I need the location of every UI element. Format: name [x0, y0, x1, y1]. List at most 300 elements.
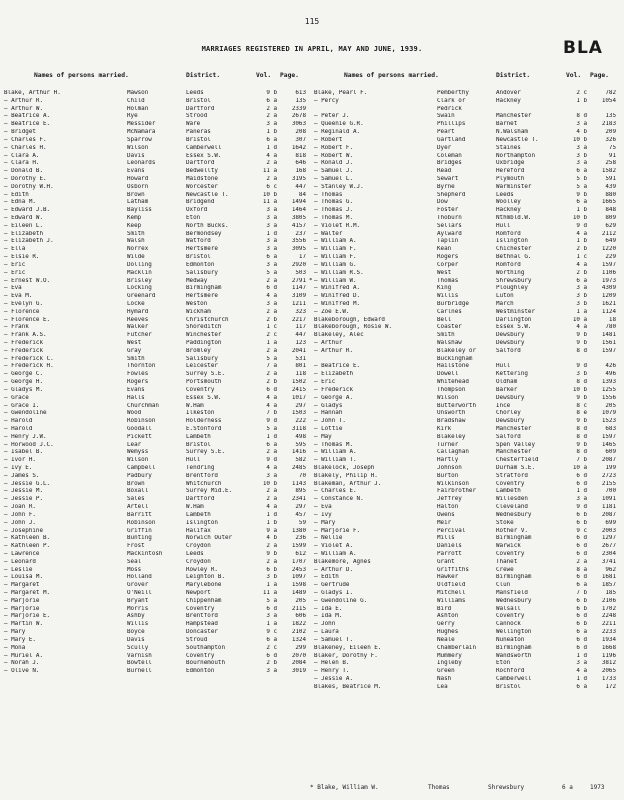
entry-district: Stoke — [496, 519, 514, 526]
entry-spouse: Lear — [127, 441, 142, 448]
entry-district: Bristol — [186, 441, 211, 448]
entry-spouse: Ashton — [437, 613, 459, 620]
entry-district: Barker — [496, 386, 518, 393]
entry-page: 236 — [295, 535, 306, 542]
entry-volume: 6 d — [576, 472, 587, 479]
entry-name: — Clara A. — [4, 152, 40, 159]
entry-name: — Stanley W.J. — [314, 183, 364, 190]
entry-page: 2106 — [601, 597, 616, 604]
entry-district: Dewsbury — [496, 340, 525, 346]
register-entry — [4, 613, 304, 621]
entry-name: — William A. — [314, 449, 357, 456]
entry-page: 1143 — [291, 480, 306, 487]
register-entry — [4, 246, 304, 254]
entry-spouse: Parrott — [437, 550, 462, 557]
entry-volume: 6 a — [576, 582, 587, 589]
register-entry — [4, 590, 304, 598]
entry-page: 2791 — [291, 277, 306, 284]
register-entry — [314, 395, 614, 403]
entry-name: — William G. — [314, 261, 357, 268]
entry-district: Manchester — [496, 449, 532, 456]
entry-spouse: Fairbrother — [437, 488, 477, 495]
register-entry — [314, 356, 614, 364]
register-entry — [4, 418, 304, 426]
entry-page: 1464 — [291, 207, 306, 214]
entry-spouse: Percival — [437, 527, 466, 534]
entry-spouse: Thoburn — [437, 215, 462, 221]
entry-page: 1393 — [601, 379, 616, 386]
entry-page: 3095 — [291, 246, 306, 253]
register-entry — [314, 637, 614, 645]
entry-spouse: Scully — [127, 644, 149, 651]
entry-name: — Marjorie — [4, 605, 40, 612]
register-entry — [4, 262, 304, 270]
left-entries — [4, 90, 304, 676]
entry-page: 1465 — [601, 441, 616, 448]
register-entry — [4, 293, 304, 301]
entry-page: 2233 — [601, 629, 616, 636]
entry-district: Bromley — [186, 347, 211, 354]
register-entry — [314, 184, 614, 192]
entry-spouse: Halton — [437, 504, 459, 511]
register-entry — [314, 543, 614, 551]
register-entry — [309, 277, 616, 286]
entry-page: 3019 — [291, 668, 306, 675]
register-entry — [4, 504, 304, 512]
entry-spouse: Moss — [127, 566, 142, 573]
entry-district: Essex S.W. — [186, 394, 222, 401]
entry-district: Bristol — [496, 683, 521, 690]
entry-district: Edmonton — [186, 668, 215, 675]
entry-spouse: Ingleby — [437, 660, 462, 667]
entry-page: 1668 — [601, 644, 616, 651]
entry-volume: 6 a — [266, 97, 277, 104]
header-name: Names of persons married. — [34, 72, 129, 79]
entry-district: Cleveland — [496, 504, 528, 511]
entry-name: — Gladys M. — [4, 386, 44, 393]
entry-name: — Joan R. — [4, 504, 36, 511]
register-entry — [4, 442, 304, 450]
entry-name: — Violet A. — [314, 543, 354, 550]
entry-volume: 6 d — [576, 644, 587, 651]
entry-name: — Ida M. — [314, 613, 343, 620]
entry-spouse: Mawson — [127, 90, 149, 96]
register-entry — [314, 684, 614, 692]
entry-name: — Mary E. — [4, 636, 36, 643]
entry-spouse: Gray — [127, 347, 142, 354]
register-entry — [314, 590, 614, 598]
entry-page: 1147 — [291, 285, 306, 292]
register-entry — [314, 520, 614, 528]
entry-page: 3195 — [291, 175, 306, 182]
entry-spouse: Phillips — [437, 121, 466, 128]
register-entry — [4, 231, 304, 239]
entry-district: Eton — [186, 215, 201, 221]
entry-district: Lambeth — [186, 433, 211, 440]
entry-volume: 3 b — [576, 293, 587, 300]
entry-page: 2920 — [291, 261, 306, 268]
entry-spouse: Dolling — [127, 261, 152, 268]
entry-volume: 3 b — [576, 371, 587, 378]
register-entry — [314, 254, 614, 262]
entry-spouse: Swain — [437, 113, 455, 120]
entry-page: 606 — [295, 613, 306, 620]
entry-volume: 3 b — [576, 300, 587, 307]
entry-spouse: Seal — [127, 558, 142, 565]
entry-page: 1502 — [291, 379, 306, 386]
entry-page: 168 — [295, 168, 306, 175]
entry-page: 297 — [295, 402, 306, 409]
entry-name: — Kathleen P. — [4, 543, 51, 550]
entry-volume: 2 b — [266, 660, 277, 667]
entry-volume: 6 a — [576, 199, 587, 206]
column-header — [314, 72, 614, 90]
entry-spouse: Daniels — [437, 543, 462, 550]
entry-spouse: Read — [437, 168, 452, 175]
entry-name: — Henry T. — [314, 668, 350, 675]
entry-district: Essex S.W. — [496, 324, 532, 331]
entry-spouse: Pemberthy — [437, 90, 469, 96]
register-entry — [4, 215, 304, 223]
entry-district: Bermondsey — [186, 230, 222, 237]
register-entry — [4, 356, 304, 364]
entry-page: 3805 — [291, 215, 306, 221]
entry-name: — Louisa M. — [4, 574, 44, 581]
entry-page: 70 — [298, 472, 306, 479]
entry-district: Hampstead — [186, 621, 218, 628]
entry-volume: 1 d — [266, 144, 277, 151]
entry-spouse: Aylward — [437, 230, 462, 237]
register-entry — [314, 645, 614, 653]
entry-district: E.Stonford — [186, 425, 222, 432]
entry-page: 818 — [295, 152, 306, 159]
entry-spouse: Locking — [127, 285, 152, 292]
register-entry — [314, 129, 614, 137]
entry-volume: 7 b — [266, 410, 277, 417]
entry-spouse: Burton — [437, 472, 459, 479]
register-entry — [4, 660, 304, 668]
entry-page: 1733 — [601, 675, 616, 682]
entry-volume: 6 b — [576, 597, 587, 604]
entry-volume: 6 b — [576, 519, 587, 526]
entry-volume: 2 a — [576, 558, 587, 565]
register-entry — [4, 551, 304, 559]
entry-page: 426 — [605, 363, 616, 370]
register-entry — [314, 473, 614, 481]
entry-name: Blakeborough, Edward — [314, 316, 385, 323]
entry-name: — Marjorie — [4, 597, 40, 604]
entry-page: 117 — [295, 324, 306, 331]
entry-page: 326 — [605, 136, 616, 143]
register-entry — [314, 223, 614, 231]
entry-volume: 3 a — [266, 300, 277, 307]
entry-district: Weston — [186, 300, 208, 307]
register-entry — [4, 348, 304, 356]
register-entry — [4, 168, 304, 176]
entry-spouse: Wemyss — [127, 449, 149, 456]
entry-name: — Eric — [314, 379, 336, 386]
register-entry — [4, 113, 304, 121]
entry-spouse: Futcher — [127, 332, 152, 339]
entry-name: — Marjorie F. — [314, 527, 361, 534]
entry-name: — Frederick C. — [4, 355, 54, 362]
entry-volume: 5 a — [266, 597, 277, 604]
register-entry — [314, 512, 614, 520]
entry-name: — Jessie P. — [4, 496, 44, 503]
entry-district: Hertsmere — [186, 246, 218, 253]
entry-district: Islington — [186, 519, 218, 526]
page-title: MARRIAGES REGISTERED IN APRIL, MAY AND JUNE, 1939. — [201, 45, 423, 53]
register-entry — [314, 293, 614, 301]
entry-district: Westminster — [496, 308, 536, 315]
entry-page: 1582 — [601, 168, 616, 175]
entry-district: Doncaster — [186, 629, 218, 636]
entry-page: 2678 — [291, 113, 306, 120]
entry-spouse: Blakeley — [437, 433, 466, 440]
entry-name: — Norah J. — [4, 660, 40, 667]
entry-page: 439 — [605, 183, 616, 190]
register-entry — [4, 254, 304, 262]
entry-district: Willesden — [496, 496, 528, 503]
entry-district: Salford — [496, 347, 521, 354]
register-entry — [314, 199, 614, 207]
entry-district: Chichester — [496, 246, 532, 253]
register-entry — [314, 418, 614, 426]
entry-district: Birmingham — [496, 644, 532, 651]
entry-page: 1702 — [601, 605, 616, 612]
entry-name: — Ivy E. — [4, 465, 33, 471]
entry-volume: 11 a — [262, 199, 277, 206]
entry-spouse: Robinson — [127, 418, 156, 425]
entry-name: — Frank — [4, 324, 29, 331]
entry-page: 2065 — [601, 668, 616, 675]
entry-volume: 8 c — [576, 402, 587, 409]
register-entry — [4, 535, 304, 543]
entry-volume: 5 a — [266, 269, 277, 276]
entry-spouse: Frost — [127, 543, 145, 550]
entry-volume: 5 a — [576, 183, 587, 190]
entry-name: — Josephine — [4, 527, 44, 534]
register-entry — [4, 379, 304, 387]
entry-volume: 8 d — [576, 449, 587, 456]
entry-volume: 7 b — [576, 457, 587, 464]
entry-page: 1681 — [601, 574, 616, 581]
entry-volume: 6 a — [266, 441, 277, 448]
entry-spouse: Williams — [437, 597, 466, 604]
entry-spouse: Smith — [127, 230, 145, 237]
register-entry — [4, 457, 304, 465]
entry-district: Bedwellty — [186, 168, 218, 175]
entry-name: — Edith — [314, 574, 339, 581]
entry-spouse: Halls — [127, 394, 145, 401]
entry-page: 2087 — [601, 511, 616, 518]
entry-name: — Harold — [4, 425, 33, 432]
entry-name: — James S. — [4, 472, 40, 479]
entry-spouse: Jeffrey — [437, 496, 462, 503]
footnote-name: * Blake, William W. — [310, 784, 379, 791]
entry-spouse: Goodall — [127, 425, 152, 432]
entry-spouse: Buckingham — [437, 355, 473, 362]
entry-spouse: Bayliss — [127, 207, 152, 214]
entry-name: — Eva M. — [4, 293, 33, 300]
entry-spouse: Peart — [437, 129, 455, 136]
entry-name: — Charles E. — [314, 488, 357, 495]
entry-name: — Grace I. — [4, 402, 40, 409]
entry-volume: 6 d — [266, 605, 277, 612]
register-entry — [314, 246, 614, 254]
entry-spouse: Sales — [127, 496, 145, 503]
entry-name: Blakeman, Arthur J. — [314, 480, 382, 487]
entry-volume: 9 c — [576, 527, 587, 534]
entry-district: Lambeth — [186, 511, 211, 518]
entry-page: 75 — [608, 144, 616, 151]
entry-page: 496 — [605, 371, 616, 378]
entry-volume: 4 a — [266, 293, 277, 300]
footnote-spouse: Thomas — [428, 784, 450, 791]
entry-page: 2339 — [291, 105, 306, 112]
entry-name: — Charles F. — [4, 136, 47, 143]
entry-district: Medway — [186, 277, 208, 284]
entry-page: 199 — [605, 465, 616, 471]
entry-page: 2415 — [291, 386, 306, 393]
entry-district: Paneras — [186, 129, 211, 136]
header-page: Page. — [590, 72, 609, 79]
entry-district: Chesterfield — [496, 457, 539, 464]
entry-volume: 3 a — [576, 144, 587, 151]
entry-spouse: Boyce — [127, 629, 145, 636]
entry-district: Hull — [496, 363, 511, 370]
entry-volume: 2 a — [266, 558, 277, 565]
entry-volume: 1 b — [576, 207, 587, 214]
entry-volume: 7 b — [576, 590, 587, 596]
entry-district: Salisbury — [186, 355, 218, 362]
entry-name: — Samuel L. — [314, 175, 354, 182]
register-entry — [314, 629, 614, 637]
entry-volume: 3 a — [576, 660, 587, 667]
entry-volume: 6 a — [576, 168, 587, 175]
register-entry — [4, 207, 304, 215]
entry-page: 447 — [295, 183, 306, 190]
entry-name: — Ivy — [314, 511, 332, 518]
entry-name: — Elsie R. — [4, 254, 40, 261]
register-entry — [314, 168, 614, 176]
entry-name: — Ronald J. — [314, 160, 354, 167]
entry-name: — Dorothy W.H. — [4, 183, 54, 190]
entry-volume: 2 a — [266, 308, 277, 315]
entry-spouse: Willis — [437, 293, 459, 300]
entry-spouse: Foster — [437, 207, 459, 214]
entry-page: 1857 — [601, 582, 616, 589]
entry-spouse: Macklin — [127, 269, 152, 276]
entry-district: Warminster — [496, 183, 532, 190]
entry-name: — Eric — [4, 269, 26, 276]
entry-name: — John T. — [314, 418, 346, 425]
entry-volume: 1 a — [266, 582, 277, 589]
entry-volume: 2 a — [266, 496, 277, 503]
entry-name: — Eva — [314, 504, 332, 511]
entry-district: Dewsbury — [496, 418, 525, 425]
entry-name: — Laura — [314, 629, 339, 636]
entry-volume: 6 b — [576, 605, 587, 612]
register-entry — [314, 567, 614, 575]
entry-volume: 3 a — [576, 160, 587, 167]
entry-page: 612 — [295, 550, 306, 557]
entry-name: — Bridget — [4, 129, 36, 136]
entry-spouse: Wood — [127, 410, 142, 417]
entry-name: — Dorothy E. — [4, 175, 47, 182]
entry-name: — Grace — [4, 394, 29, 401]
entry-page: 1209 — [601, 293, 616, 300]
entry-volume: 6 a — [266, 254, 277, 261]
entry-page: 629 — [605, 222, 616, 229]
entry-page: 848 — [605, 207, 616, 214]
entry-name: Blakelock, Joseph — [314, 465, 375, 471]
footnote-page: 1973 — [590, 784, 605, 791]
entry-spouse: Rogers — [437, 254, 459, 261]
register-entry — [314, 145, 614, 153]
entry-district: W.Ham — [186, 402, 204, 409]
entry-name: — Jessie A. — [314, 675, 354, 682]
register-entry — [314, 207, 614, 215]
entry-name: — John J. — [4, 519, 36, 526]
entry-page: 3556 — [291, 238, 306, 245]
entry-district: Nuneaton — [496, 636, 525, 643]
register-entry — [314, 176, 614, 184]
entry-spouse: Boxall — [127, 488, 149, 495]
entry-page: 1380 — [291, 527, 306, 534]
register-entry — [4, 98, 304, 106]
entry-spouse: Davis — [127, 152, 145, 159]
entry-page: 3109 — [291, 293, 306, 300]
entry-page: 1489 — [291, 590, 306, 596]
entry-volume: 9 b — [576, 340, 587, 346]
register-entry — [4, 395, 304, 403]
entry-spouse: McNamara — [127, 129, 156, 136]
entry-volume: 3 a — [576, 121, 587, 128]
entry-page: 595 — [295, 441, 306, 448]
entry-spouse: Burnell — [127, 668, 152, 675]
entry-name: — Gwendoline — [4, 410, 47, 417]
entry-name: — Gwendoline G. — [314, 597, 368, 604]
entry-district: Durham S.E. — [496, 465, 536, 471]
entry-district: Northampton — [496, 152, 536, 159]
entry-name: — Horwood J.C. — [4, 441, 54, 448]
entry-spouse: Hawker — [437, 574, 459, 581]
entry-page: 1621 — [601, 300, 616, 307]
entry-volume: 3 a — [266, 668, 277, 675]
register-entry — [314, 324, 614, 332]
entry-spouse: Lea — [437, 683, 448, 690]
entry-name: — Hannah — [314, 410, 343, 417]
register-entry — [314, 481, 614, 489]
entry-volume: 4 b — [266, 535, 277, 542]
entry-volume: 1 d — [576, 488, 587, 495]
entry-volume: 9 d — [576, 504, 587, 511]
entry-spouse: Greenard — [127, 293, 156, 300]
register-entry — [314, 379, 614, 387]
entry-name: — Ernest W.O. — [4, 277, 51, 284]
entry-volume: 7 a — [266, 363, 277, 370]
entry-page: 1597 — [601, 261, 616, 268]
entry-volume: 3 a — [266, 222, 277, 229]
entry-volume: 8 d — [576, 379, 587, 386]
entry-district: March — [496, 300, 514, 307]
entry-volume: 8 d — [576, 347, 587, 354]
entry-district: Whitchurch — [186, 480, 222, 487]
register-entry — [4, 645, 304, 653]
entry-page: 2087 — [601, 457, 616, 464]
register-entry — [314, 106, 614, 114]
